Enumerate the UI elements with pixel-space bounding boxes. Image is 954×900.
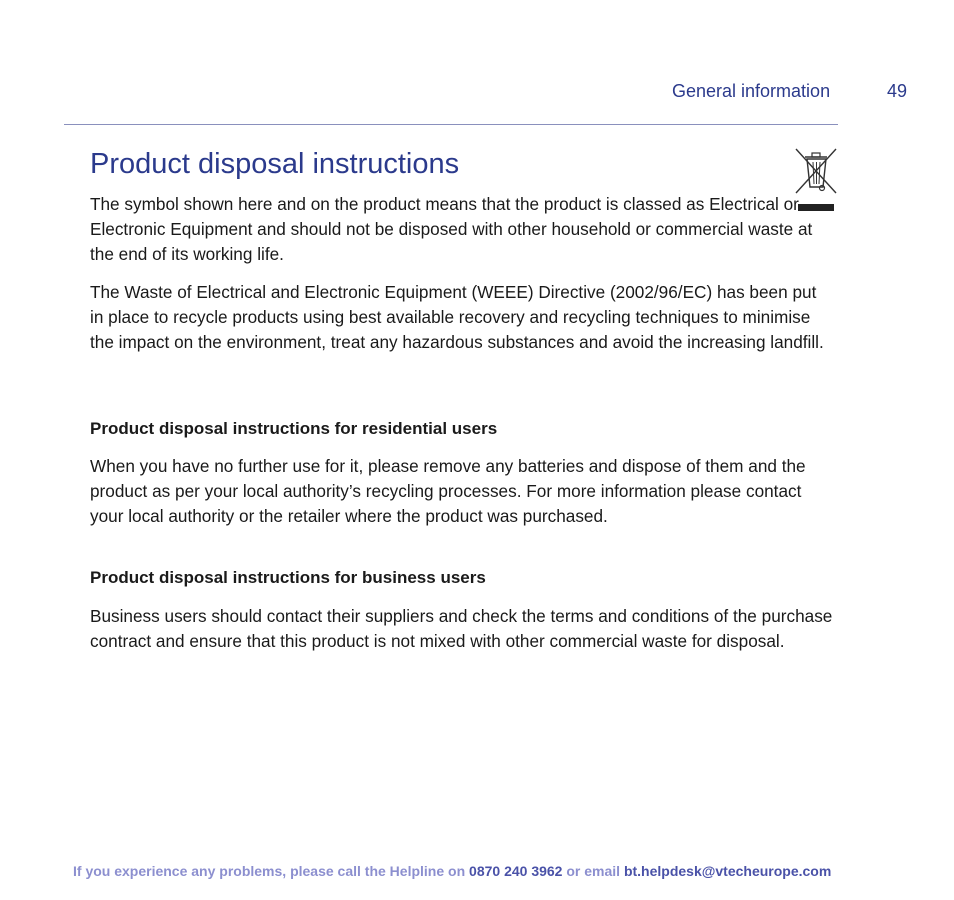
residential-heading: Product disposal instructions for residential users [90, 419, 498, 438]
section-title: General information [672, 81, 831, 101]
footer-prefix: If you experience any problems, please call the Helpline on [73, 863, 470, 879]
page-title: Product disposal instructions [90, 148, 460, 180]
business-paragraph: Business users should contact their suppliers and check the terms and conditions of the purchase contract and ensure that this product is not mixed with other commercial waste for disposal. [90, 606, 833, 651]
helpline-footer [73, 863, 831, 879]
page-number: 49 [887, 81, 908, 101]
header-divider [64, 124, 838, 125]
intro-paragraph: The symbol shown here and on the product means that the product is classed as Electrical or Electronic Equipment and should not be disposed with other household or commercial waste at the end of its working life. [90, 194, 813, 264]
business-heading: Product disposal instructions for business users [90, 568, 486, 587]
helpdesk-email: bt.helpdesk@vtecheurope.com [623, 863, 832, 879]
helpline-phone: 0870 240 3962 [469, 863, 563, 879]
directive-paragraph: The Waste of Electrical and Electronic Equipment (WEEE) Directive (2002/96/EC) has been put in place to recycle products using best available recovery and recycling techniques to minimise the impact on the environment, treat any hazardous substances and avoid the increasing landfill. [90, 282, 824, 352]
residential-paragraph: When you have no further use for it, please remove any batteries and dispose of them and the product as per your local authority’s recycling processes. For more information please contact your local authority or the retailer where the product was purchased. [90, 456, 806, 526]
footer-middle: or email [562, 863, 624, 879]
